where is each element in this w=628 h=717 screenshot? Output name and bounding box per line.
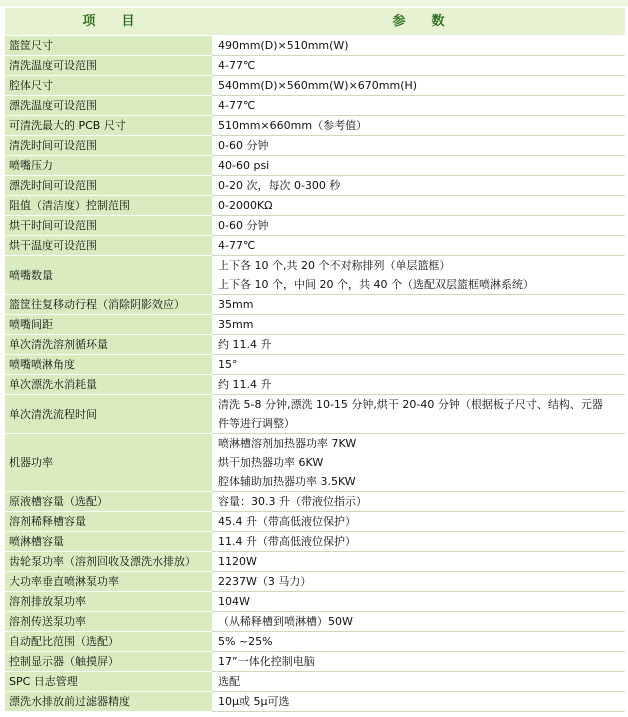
row-label: 自动配比范围（选配） bbox=[5, 632, 212, 652]
value-line: 15° bbox=[218, 358, 238, 371]
value-line: 0-60 分钟 bbox=[218, 139, 269, 152]
value-line: 选配 bbox=[218, 675, 240, 688]
value-line: 约 11.4 升 bbox=[218, 378, 272, 391]
value-line: 0-20 次，每次 0-300 秒 bbox=[218, 179, 341, 192]
row-label: 喷嘴间距 bbox=[5, 315, 212, 335]
value-line: 4-77℃ bbox=[218, 59, 256, 72]
table-row bbox=[5, 295, 625, 315]
value-line: 40-60 psi bbox=[218, 159, 270, 172]
value-line: 件等进行调整） bbox=[218, 417, 295, 430]
value-line: 510mm×660mm（参考值） bbox=[218, 119, 368, 132]
value-line: 35mm bbox=[218, 318, 254, 331]
row-label: 溶剂排放泵功率 bbox=[5, 592, 212, 612]
row-label: 喷淋槽容量 bbox=[5, 532, 212, 552]
row-label: 喷嘴压力 bbox=[5, 156, 212, 176]
table-row bbox=[5, 632, 625, 652]
table-row bbox=[5, 375, 625, 395]
value-line: 0-60 分钟 bbox=[218, 219, 269, 232]
row-value bbox=[212, 156, 625, 176]
value-line: （从稀释槽到喷淋槽）50W bbox=[218, 615, 353, 628]
value-line: 104W bbox=[218, 595, 250, 608]
value-line: 1120W bbox=[218, 555, 257, 568]
row-label: 篮筐尺寸 bbox=[5, 36, 212, 56]
table-row bbox=[5, 692, 625, 712]
row-label: 喷嘴喷淋角度 bbox=[5, 355, 212, 375]
table-body bbox=[5, 36, 625, 712]
table-row bbox=[5, 592, 625, 612]
row-value bbox=[212, 256, 625, 295]
value-line: 540mm(D)×560mm(W)×670mm(H) bbox=[218, 79, 418, 92]
row-value bbox=[212, 672, 625, 692]
table-header-row bbox=[5, 8, 625, 36]
row-value bbox=[212, 96, 625, 116]
row-value bbox=[212, 592, 625, 612]
table-row bbox=[5, 116, 625, 136]
table-row bbox=[5, 36, 625, 56]
row-label: 烘干时间可设范围 bbox=[5, 216, 212, 236]
row-value bbox=[212, 315, 625, 335]
table-row bbox=[5, 395, 625, 434]
value-line: 2237W（3 马力） bbox=[218, 575, 312, 588]
row-value bbox=[212, 136, 625, 156]
value-line: 5% ~25% bbox=[218, 635, 273, 648]
row-value bbox=[212, 572, 625, 592]
value-line: 45.4 升（带高低液位保护） bbox=[218, 515, 356, 528]
table-row bbox=[5, 434, 625, 492]
row-value bbox=[212, 492, 625, 512]
table-row bbox=[5, 532, 625, 552]
value-line: 容量：30.3 升（带液位指示） bbox=[218, 495, 367, 508]
value-line: 0-2000KΩ bbox=[218, 199, 273, 212]
row-label: 原液槽容量（选配） bbox=[5, 492, 212, 512]
table-row bbox=[5, 355, 625, 375]
value-line: 4-77℃ bbox=[218, 239, 256, 252]
row-value bbox=[212, 216, 625, 236]
table-row bbox=[5, 256, 625, 295]
top-decoration-band bbox=[0, 0, 628, 6]
row-value bbox=[212, 295, 625, 315]
value-line: 35mm bbox=[218, 298, 254, 311]
row-label: 机器功率 bbox=[5, 434, 212, 492]
table-row bbox=[5, 335, 625, 355]
row-value bbox=[212, 176, 625, 196]
row-label: 腔体尺寸 bbox=[5, 76, 212, 96]
row-label: 齿轮泵功率（溶剂回收及漂洗水排放） bbox=[5, 552, 212, 572]
row-value bbox=[212, 355, 625, 375]
row-value bbox=[212, 335, 625, 355]
row-value bbox=[212, 692, 625, 712]
row-label: 大功率垂直喷淋泵功率 bbox=[5, 572, 212, 592]
table-row bbox=[5, 176, 625, 196]
value-line: 10μ或 5μ可选 bbox=[218, 695, 290, 708]
table-row bbox=[5, 492, 625, 512]
row-label: 溶剂稀释槽容量 bbox=[5, 512, 212, 532]
table-row bbox=[5, 96, 625, 116]
row-value bbox=[212, 652, 625, 672]
table-row bbox=[5, 236, 625, 256]
row-label: 溶剂传送泵功率 bbox=[5, 612, 212, 632]
row-label: 阻值（清洁度）控制范围 bbox=[5, 196, 212, 216]
row-value bbox=[212, 116, 625, 136]
row-label: 单次漂洗水消耗量 bbox=[5, 375, 212, 395]
table-row bbox=[5, 156, 625, 176]
value-line: 烘干加热器功率 6KW bbox=[218, 456, 324, 469]
row-value bbox=[212, 512, 625, 532]
row-label: 清洗时间可设范围 bbox=[5, 136, 212, 156]
row-label: 漂洗水排放前过滤器精度 bbox=[5, 692, 212, 712]
value-line: 490mm(D)×510mm(W) bbox=[218, 39, 349, 52]
header-item: 项 目 bbox=[5, 8, 212, 36]
table-row bbox=[5, 672, 625, 692]
value-line: 4-77℃ bbox=[218, 99, 256, 112]
row-value bbox=[212, 76, 625, 96]
table-row bbox=[5, 56, 625, 76]
table-row bbox=[5, 76, 625, 96]
row-value bbox=[212, 434, 625, 492]
row-value bbox=[212, 395, 625, 434]
row-label: SPC 日志管理 bbox=[5, 672, 212, 692]
row-value bbox=[212, 632, 625, 652]
row-value bbox=[212, 552, 625, 572]
row-label: 单次清洗溶剂循环量 bbox=[5, 335, 212, 355]
table-row bbox=[5, 572, 625, 592]
table-row bbox=[5, 612, 625, 632]
table-row bbox=[5, 315, 625, 335]
row-label: 可清洗最大的 PCB 尺寸 bbox=[5, 116, 212, 136]
row-value bbox=[212, 612, 625, 632]
row-label: 篮筐往复移动行程（消除阴影效应） bbox=[5, 295, 212, 315]
table-row bbox=[5, 196, 625, 216]
row-label: 烘干温度可设范围 bbox=[5, 236, 212, 256]
row-label: 清洗温度可设范围 bbox=[5, 56, 212, 76]
value-line: 腔体辅助加热器功率 3.5KW bbox=[218, 475, 356, 488]
value-line: 11.4 升（带高低液位保护） bbox=[218, 535, 356, 548]
table-row bbox=[5, 216, 625, 236]
value-line: 约 11.4 升 bbox=[218, 338, 272, 351]
value-line: 上下各 10 个,共 20 个不对称排列（单层篮框） bbox=[218, 259, 451, 272]
table-row bbox=[5, 512, 625, 532]
row-label: 单次清洗流程时间 bbox=[5, 395, 212, 434]
table-row bbox=[5, 652, 625, 672]
row-value bbox=[212, 196, 625, 216]
table-row bbox=[5, 136, 625, 156]
table-row bbox=[5, 552, 625, 572]
row-value bbox=[212, 56, 625, 76]
row-label: 漂洗温度可设范围 bbox=[5, 96, 212, 116]
row-label: 喷嘴数量 bbox=[5, 256, 212, 295]
row-value bbox=[212, 236, 625, 256]
row-value bbox=[212, 375, 625, 395]
row-value bbox=[212, 532, 625, 552]
value-line: 17”一体化控制电脑 bbox=[218, 655, 315, 668]
spec-table bbox=[5, 8, 625, 712]
row-value bbox=[212, 36, 625, 56]
row-label: 控制显示器（触摸屏） bbox=[5, 652, 212, 672]
value-line: 上下各 10 个，中间 20 个，共 40 个（选配双层篮框喷淋系统） bbox=[218, 278, 534, 291]
value-line: 喷淋槽溶剂加热器功率 7KW bbox=[218, 437, 357, 450]
header-parameter: 参 数 bbox=[212, 8, 625, 36]
row-label: 漂洗时间可设范围 bbox=[5, 176, 212, 196]
value-line: 清洗 5-8 分钟,漂洗 10-15 分钟,烘干 20-40 分钟（根据板子尺寸、结构、元器 bbox=[218, 398, 603, 411]
